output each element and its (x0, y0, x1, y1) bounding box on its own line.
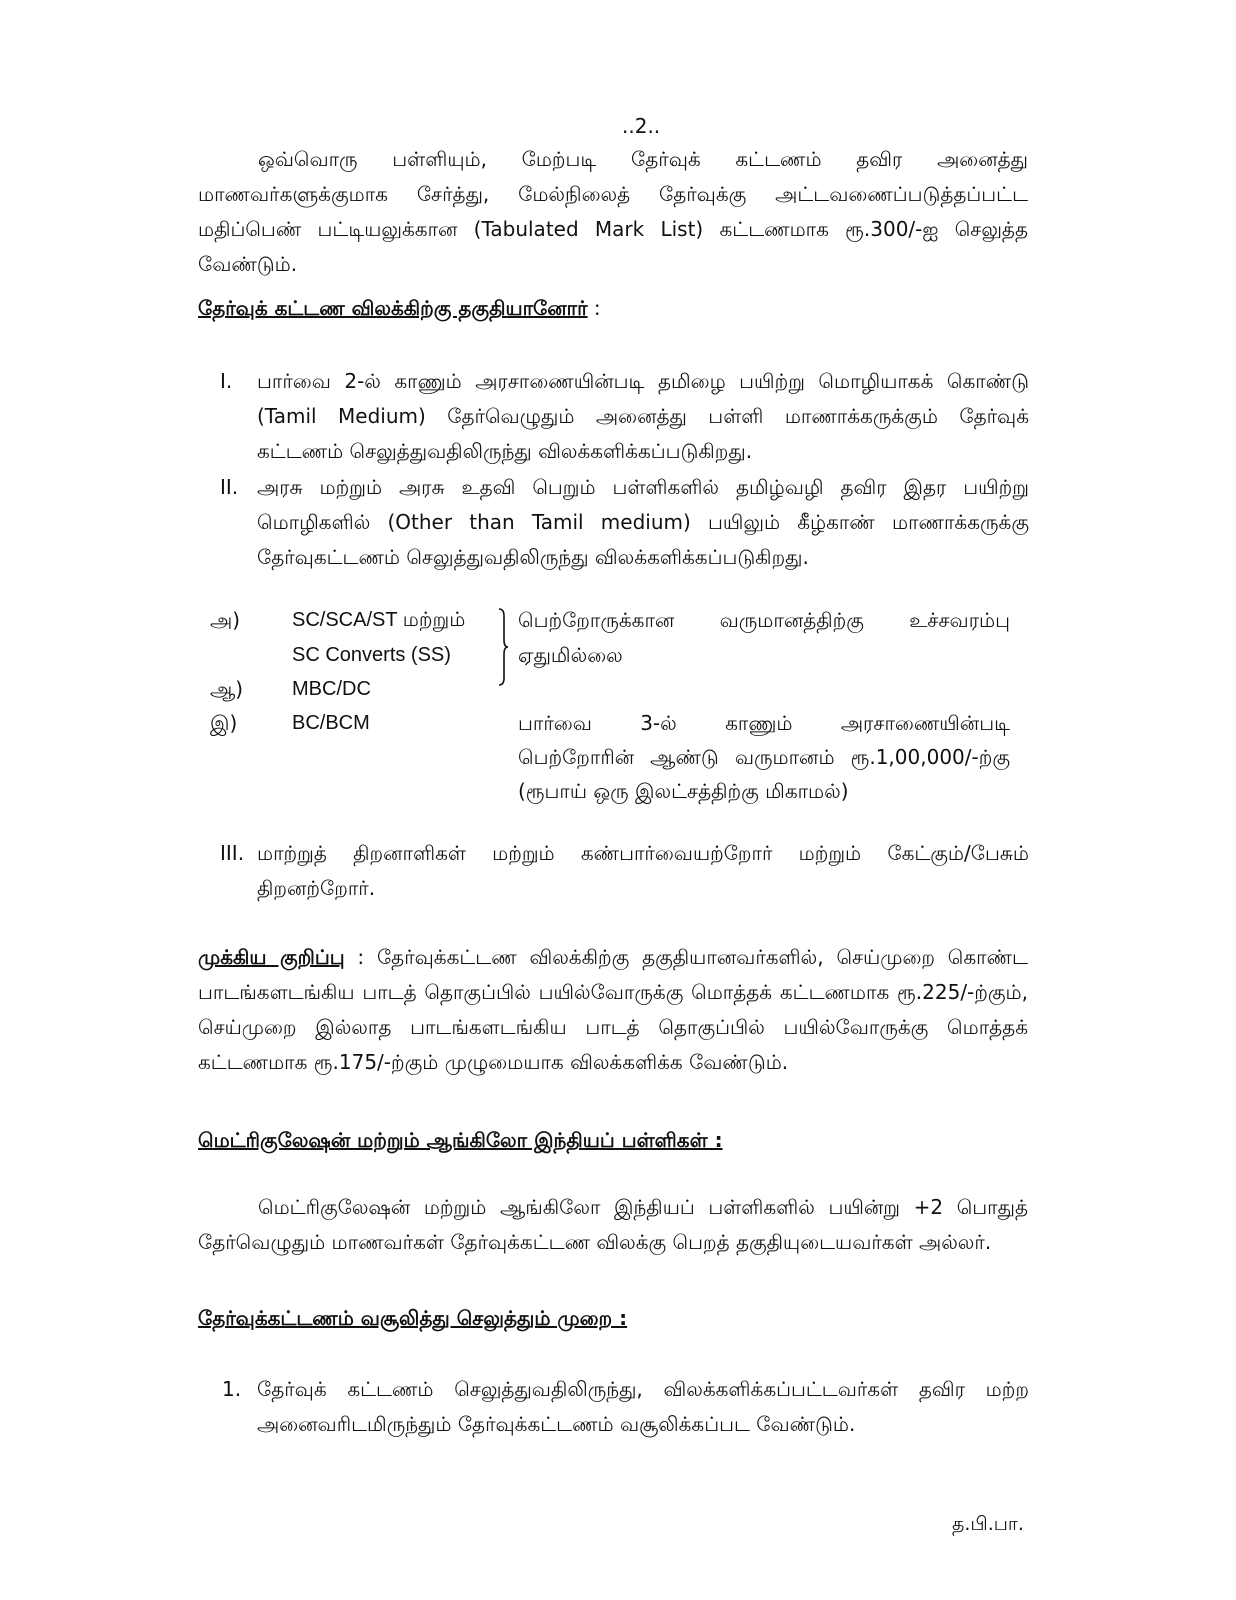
item-i-numeral: I. (220, 369, 233, 393)
no-limit-line1: பெற்றோருக்கான வருமானத்திற்கு உச்சவரம்பு (518, 608, 1010, 632)
income-line1: பார்வை 3-ல் காணும் அரசாணையின்படி (518, 711, 1010, 735)
item-ii-text: அரசு மற்றும் அரசு உதவி பெறும் பள்ளிகளில் தமிழ்வழி தவிர இதர பயிற்று மொழிகளில் (Other than Tamil medium) பயிலும் கீழ்காண் மாணாக்கருக்கு தேர்வுகட்டணம் செலுத்துவதிலிருந்து விலக்களிக்கப்படுகிறது. (257, 475, 1029, 569)
section3-heading: தேர்வுக்கட்டணம் வசூலித்து செலுத்தும் முறை : (198, 1306, 628, 1330)
category-a-marker: அ) (210, 608, 241, 632)
footer-pto: த.பி.பா. (952, 1513, 1024, 1535)
page-number: ..2.. (622, 114, 661, 138)
item-iii-numeral: III. (220, 841, 245, 865)
section1-heading: தேர்வுக் கட்டண விலக்கிற்கு தகுதியானோர் (198, 296, 588, 320)
income-line2: பெற்றோரின் ஆண்டு வருமானம் ரூ.1,00,000/-ற்கு (518, 745, 1010, 769)
section2-heading: மெட்ரிகுலேஷன் மற்றும் ஆங்கிலோ இந்தியப் பள்ளிகள் : (198, 1128, 723, 1152)
category-aa-marker: ஆ) (210, 677, 244, 701)
curly-brace-icon (498, 608, 508, 686)
category-i-marker: இ) (210, 711, 238, 735)
category-i-label: BC/BCM (292, 712, 370, 734)
no-limit-line2: ஏதுமில்லை (518, 643, 623, 667)
note-text: : தேர்வுக்கட்டண விலக்கிற்கு தகுதியானவர்களில், செய்முறை கொண்ட பாடங்களடங்கிய பாடத் தொகுப்பில் பயில்வோருக்கு மொத்தக் கட்டணமாக ரூ.225/-ற்கும், செய்முறை இல்லாத பாடங்களடங்கிய பாடத் தொகுப்பில் பயில்வோருக்கு மொத்தக் கட்டணமாக ரூ.175/-ற்கும் முழுமையாக விலக்களிக்க வேண்டும். (198, 945, 1028, 1074)
note-label: முக்கிய குறிப்பு (198, 945, 345, 969)
section2-text: மெட்ரிகுலேஷன் மற்றும் ஆங்கிலோ இந்தியப் பள்ளிகளில் பயின்று +2 பொதுத் தேர்வெழுதும் மாணவர்கள் தேர்வுக்கட்டண விலக்கு பெறத் தகுதியுடையவர்கள் அல்லர். (198, 1195, 1028, 1254)
section1-heading-suffix: : (587, 296, 601, 320)
section1-heading-wrap (198, 296, 601, 323)
category-a-line1: SC/SCA/ST மற்றும் (292, 609, 466, 631)
item-ii-numeral: II. (220, 475, 239, 499)
section3-item1-text: தேர்வுக் கட்டணம் செலுத்துவதிலிருந்து, விலக்களிக்கப்பட்டவர்கள் தவிர மற்ற அனைவரிடமிருந்தும் தேர்வுக்கட்டணம் வசூலிக்கப்பட வேண்டும். (257, 1377, 1029, 1436)
item-iii-text: மாற்றுத் திறனாளிகள் மற்றும் கண்பார்வையற்றோர் மற்றும் கேட்கும்/பேசும் திறனற்றோர். (257, 841, 1029, 900)
intro-paragraph: ஒவ்வொரு பள்ளியும், மேற்படி தேர்வுக் கட்டணம் தவிர அனைத்து மாணவர்களுக்குமாக சேர்த்து, மேல்நிலைத் தேர்வுக்கு அட்டவணைப்படுத்தப்பட்ட மதிப்பெண் பட்டியலுக்கான (Tabulated Mark List) கட்டணமாக ரூ.300/-ஐ செலுத்த வேண்டும். (198, 147, 1028, 276)
item-i-text: பார்வை 2-ல் காணும் அரசாணையின்படி தமிழை பயிற்று மொழியாகக் கொண்டு (Tamil Medium) தேர்வெழுதும் அனைத்து பள்ளி மாணாக்கருக்கும் தேர்வுக் கட்டணம் செலுத்துவதிலிருந்து விலக்களிக்கப்படுகிறது. (257, 369, 1029, 463)
category-a-line2: SC Converts (SS) (292, 644, 451, 666)
income-line3: (ரூபாய் ஒரு இலட்சத்திற்கு மிகாமல்) (518, 779, 849, 803)
section3-item1-numeral: 1. (222, 1377, 242, 1401)
important-note (198, 940, 1028, 1080)
category-aa-label: MBC/DC (292, 678, 371, 700)
